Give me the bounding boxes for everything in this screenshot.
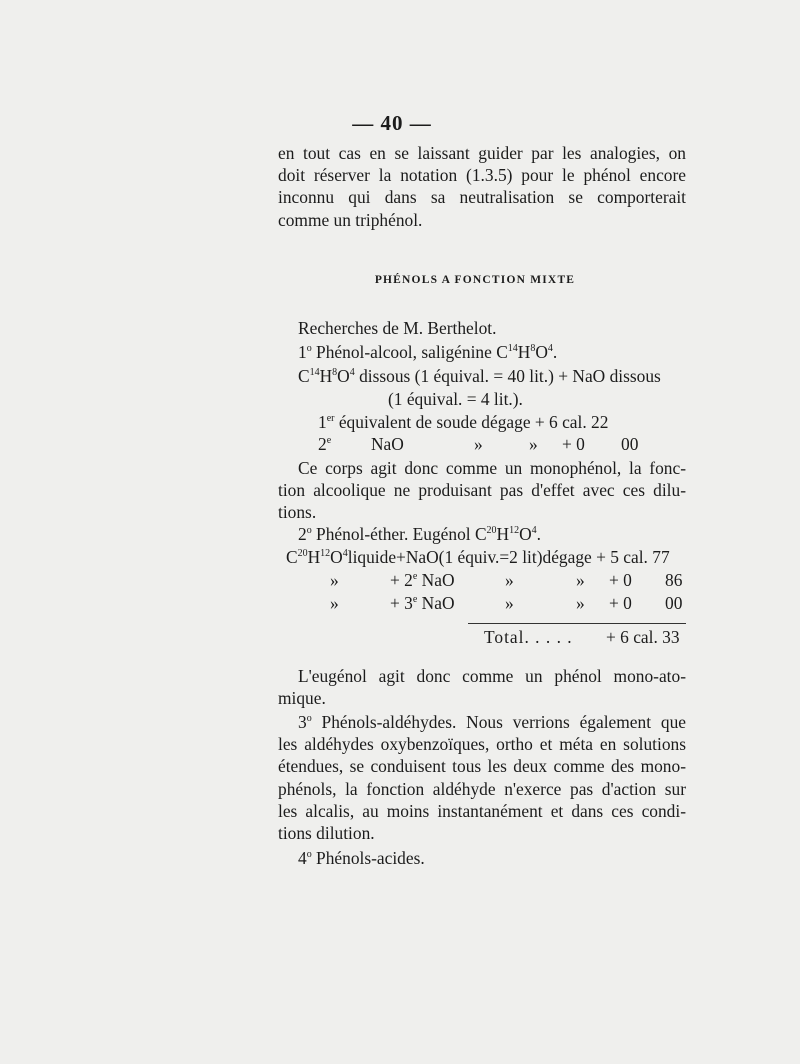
text-line: L'eugénol agit donc comme un phénol mono-ato- — [298, 666, 686, 686]
text-line: doit réserver la notation (1.3.5) pour le phénol encore — [278, 165, 686, 186]
item-4-heading: 4$^o$ Phénols-acides. — [298, 848, 425, 868]
text-line: Ce corps agit donc comme un monophénol, la fonc- — [298, 458, 686, 478]
text-line: les alcalis, au moins instantanément et dans ces condi- — [278, 800, 686, 821]
text-line: tions. — [278, 502, 317, 523]
text-line: mique. — [278, 688, 326, 709]
total-label: Total. . . . . — [484, 627, 573, 647]
sum-rule — [468, 623, 686, 624]
text-line: tion alcoolique ne produisant pas d'effet avec ces dilu- — [278, 480, 686, 501]
equiv-row-1: 1er équivalent de soude dégage + 6 cal. 22 — [318, 412, 609, 432]
text-line: phénols, la fonction aldéhyde n'exerce pas d'action sur — [278, 778, 686, 799]
text-line: 3$^o$ Phénols-aldéhydes. Nous verrions également que — [298, 712, 686, 732]
text-line: tions dilution. — [278, 822, 375, 843]
monophenol-paragraph — [278, 457, 686, 524]
item-3-paragraph — [278, 711, 686, 844]
eugenol-row-1: $C^{20}H^{12}O^4liquide+NaO(1$ équiv.=2 lit)dégage + 5 cal. 77 — [286, 547, 670, 567]
text-line: comme un triphénol. — [278, 209, 423, 230]
item-1-equival-line: (1 équival. = 4 lit.). — [388, 389, 523, 409]
book-page: — 40 — en tout cas en se laissant guider par les analogies, on doit réserver la notation (1.3.5) pour le phénol encore inconnu qui dans sa neutralisation se comporterait comme un triphénol. PHÉNOLS A FONCTION MIXTE Recherches de M. Berthelot. 1$^o$ Phénol-alcool, saligénine $C^{14}H^8O^4$. $C^{14}H^8O^4$ dissous (1 équival. = 40 lit.) + NaO dissous (1 équival. = 4 lit.). 1er équivalent de soude dégage + 6 cal. 22 2e NaO » » + 0 00 Ce corps agit donc comme un monophénol, la fonc- tion alcoolique ne produisant pas d'effet avec ces dilu- tions. 2$^o$ Phénol-éther. Eugénol $C^{20}H^{12}O^4$. $C^{20}H^{12}O^4liquide+NaO(1$ équiv.=2 lit)dégage + 5 cal. 77 » + $2^e$ NaO » » + 0 86 » + $3^e$ NaO » » + 0 00 Total. . . . . + 6 cal. 33 L'eugénol agit donc comme un phénol mono-ato- mique. 3$^o$ Phénols-aldéhydes. Nous verrions également que les aldéhydes oxybenzoïques, ortho et méta en solutions étendues, se conduisent tous les deux comme des mono- phénols, la fonction aldéhyde n'exerce pas d'action sur les alcalis, au moins instantanément et dans ces condi- tions dilution. 4$^o$ Phénols-acides. — [0, 0, 800, 1064]
item-1-heading: 1$^o$ Phénol-alcool, saligénine $C^{14}H^8O^4$. — [298, 342, 558, 362]
eugenol-paragraph — [278, 665, 686, 709]
total-value: + 6 cal. 33 — [606, 627, 680, 647]
intro-paragraph — [278, 142, 686, 231]
text-line: étendues, se conduisent tous les deux comme des mono- — [278, 756, 686, 777]
text-line: en tout cas en se laissant guider par les analogies, on — [278, 143, 686, 163]
text-line: inconnu qui dans sa neutralisation se comporterait — [278, 187, 686, 208]
item-1-dissolution-line: $C^{14}H^8O^4$ dissous (1 équival. = 40 lit.) + NaO dissous — [298, 366, 661, 386]
text-line: les aldéhydes oxybenzoïques, ortho et méta en solutions — [278, 734, 686, 755]
page-number: — 40 — — [352, 111, 432, 135]
item-2-heading: 2$^o$ Phénol-éther. Eugénol $C^{20}H^{12}O^4$. — [298, 524, 542, 544]
research-attribution: Recherches de M. Berthelot. — [298, 318, 497, 338]
section-heading: PHÉNOLS A FONCTION MIXTE — [374, 274, 576, 286]
